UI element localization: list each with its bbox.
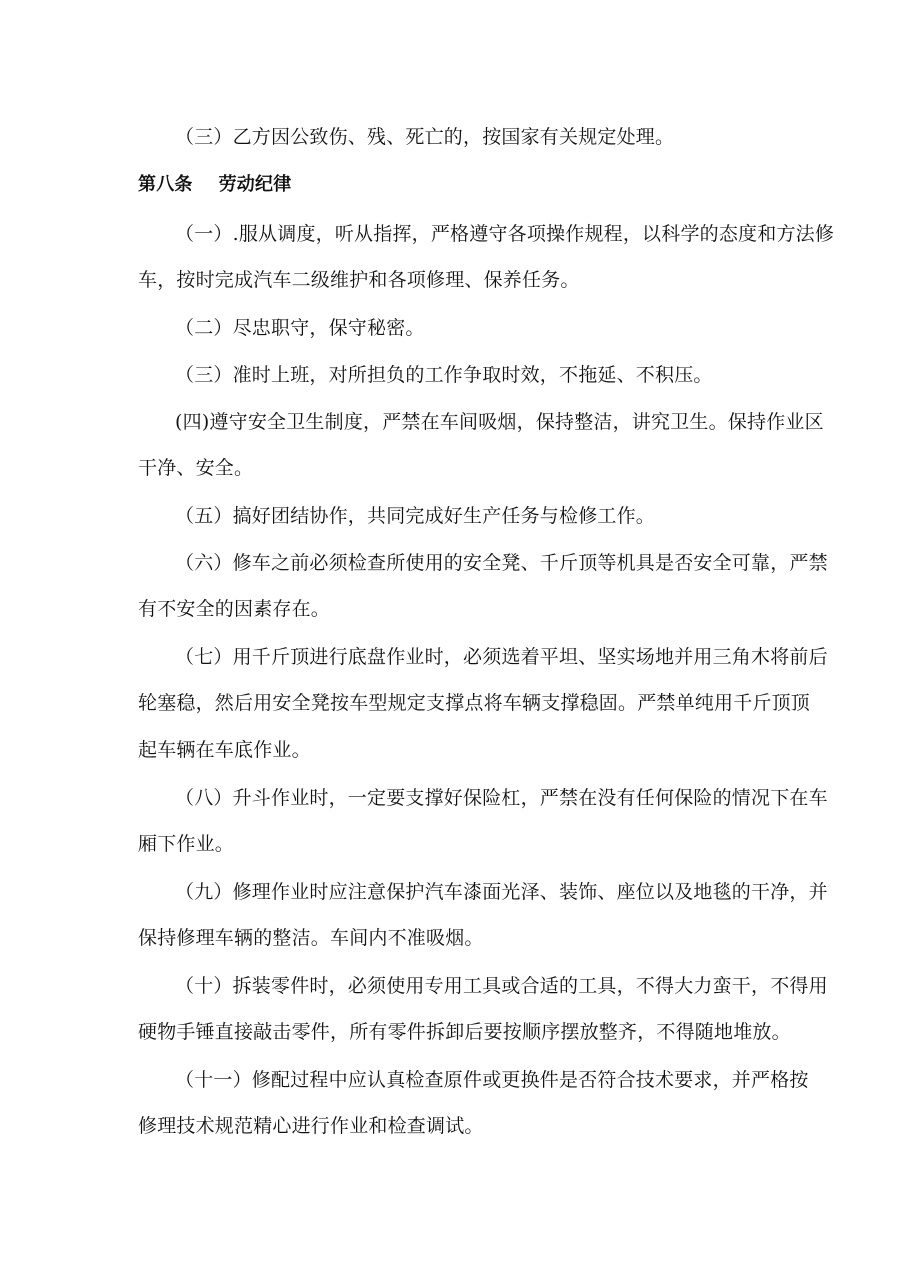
item-7-line-1: （七）用千斤顶进行底盘作业时，必须选着平坦、坚实场地并用三角木将前后 — [175, 646, 828, 668]
item-4-line-1: (四)遵守安全卫生制度，严禁在车间吸烟，保持整洁，讲究卫生。保持作业区 — [175, 411, 824, 433]
item-8-line-1: （八）升斗作业时，一定要支撑好保险杠，严禁在没有任何保险的情况下在车 — [175, 787, 828, 809]
item-5-line-1: （五）搞好团结协作，共同完成好生产任务与检修工作。 — [175, 505, 656, 527]
item-8-line-2: 厢下作业。 — [138, 833, 235, 855]
item-6-line-2: 有不安全的因素存在。 — [138, 598, 331, 620]
article-number: 第八条 — [138, 174, 193, 195]
article-heading — [138, 173, 778, 197]
item-7-line-2: 轮塞稳，然后用安全凳按车型规定支撑点将车辆支撑稳固。严禁单纯用千斤顶顶 — [138, 692, 811, 714]
item-11-line-1: （十一）修配过程中应认真检查原件或更换件是否符合技术要求，并严格按 — [175, 1069, 809, 1091]
item-10-line-1: （十）拆装零件时，必须使用专用工具或合适的工具，不得大力蛮干，不得用 — [175, 975, 828, 997]
item-3-line-1: （三）准时上班，对所担负的工作争取时效，不拖延、不积压。 — [175, 364, 713, 386]
item-1-line-1: （一）.服从调度，听从指挥，严格遵守各项操作规程，以科学的态度和方法修 — [175, 223, 835, 245]
item-4-line-2: 干净、安全。 — [138, 457, 254, 479]
item-7-line-3: 起车辆在车底作业。 — [138, 739, 311, 761]
item-9-line-2: 保持修理车辆的整洁。车间内不准吸烟。 — [138, 927, 484, 949]
item-6-line-1: （六）修车之前必须检查所使用的安全凳、千斤顶等机具是否安全可靠，严禁 — [175, 552, 828, 574]
item-10-line-2: 硬物手锤直接敲击零件，所有零件拆卸后要按顺序摆放整齐，不得随地堆放。 — [138, 1021, 791, 1043]
clause-item-3: （三）乙方因公致伤、残、死亡的，按国家有关规定处理。 — [175, 126, 675, 148]
article-title: 劳动纪律 — [218, 174, 292, 195]
item-2-line-1: （二）尽忠职守，保守秘密。 — [175, 317, 425, 339]
item-1-line-2: 车，按时完成汽车二级维护和各项修理、保养任务。 — [138, 269, 580, 291]
item-9-line-1: （九）修理作业时应注意保护汽车漆面光泽、装饰、座位以及地毯的干净，并 — [175, 881, 828, 903]
item-11-line-2: 修理技术规范精心进行作业和检查调试。 — [138, 1115, 484, 1137]
